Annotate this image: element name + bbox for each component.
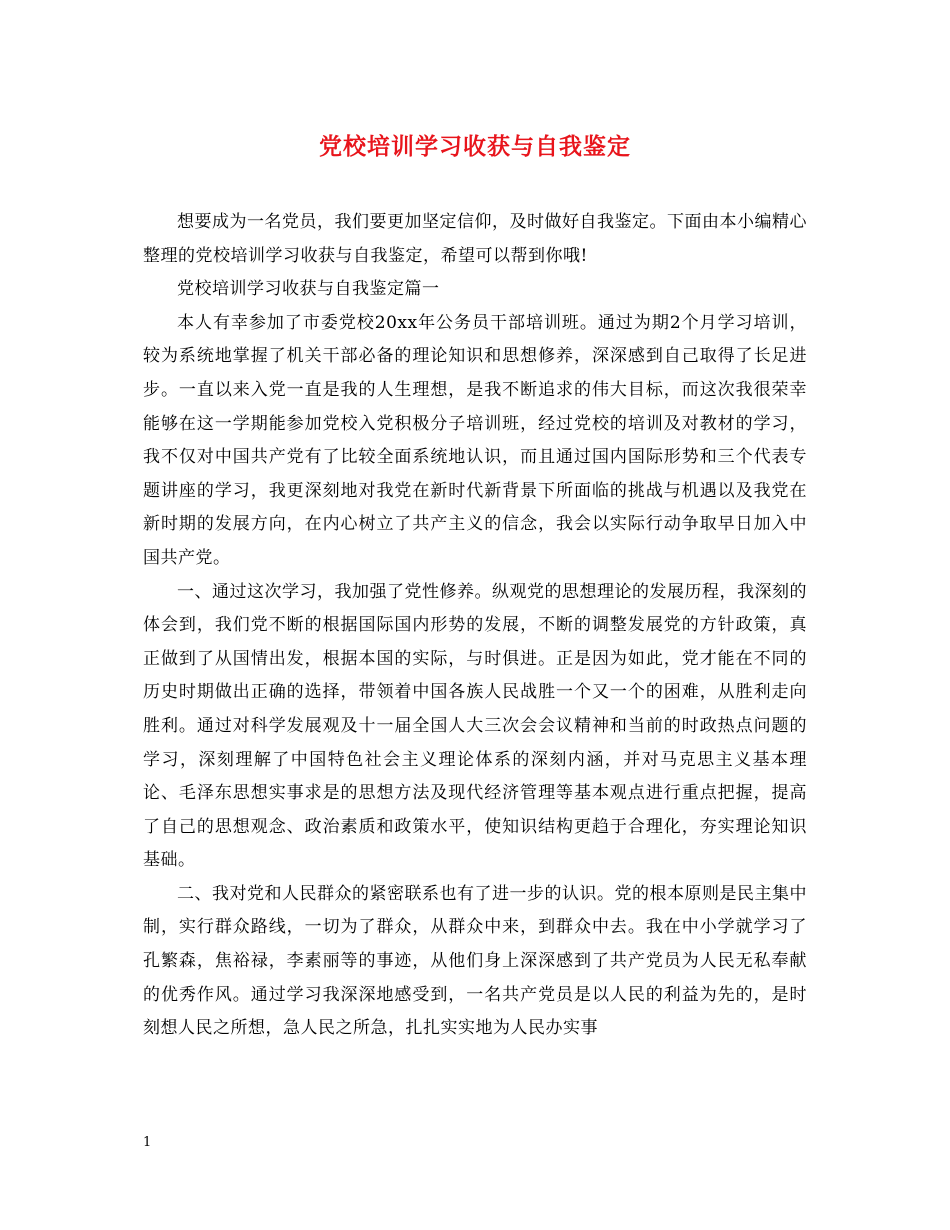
body-paragraph: 二、我对党和人民群众的紧密联系也有了进一步的认识。党的根本原则是民主集中制，实行群众路线，一切为了群众，从群众中来，到群众中去。我在中小学就学习了孔繁森，焦裕禄，李素丽等的事迹，从他们身上深深感到了共产党员为人民无私奉献的优秀作风。通过学习我深深地感受到，一名共产党员是以人民的利益为先的，是时刻想人民之所想，急人民之所急，扎扎实实地为人民办实事: [143, 883, 807, 1039]
document-title: 党校培训学习收获与自我鉴定: [319, 133, 631, 160]
intro-paragraph: 想要成为一名党员，我们要更加坚定信仰，及时做好自我鉴定。下面由本小编精心整理的党校培训学习收获与自我鉴定，希望可以帮到你哦!: [143, 212, 807, 266]
page-number: 1: [143, 1135, 152, 1150]
section-heading: 党校培训学习收获与自我鉴定篇一: [177, 279, 440, 300]
body-paragraph: 本人有幸参加了市委党校20xx年公务员干部培训班。通过为期2个月学习培训，较为系统地掌握了机关干部必备的理论知识和思想修养，深深感到自己取得了长足进步。一直以来入党一直是我的人生理想，是我不断追求的伟大目标，而这次我很荣幸能够在这一学期能参加党校入党积极分子培训班，经过党校的培训及对教材的学习，我不仅对中国共产党有了比较全面系统地认识，而且通过国内国际形势和三个代表专题讲座的学习，我更深刻地对我党在新时代新背景下所面临的挑战与机遇以及我党在新时期的发展方向，在内心树立了共产主义的信念，我会以实际行动争取早日加入中国共产党。: [143, 312, 807, 568]
document-body: [143, 206, 807, 1046]
body-paragraph: 一、通过这次学习，我加强了党性修养。纵观党的思想理论的发展历程，我深刻的体会到，我们党不断的根据国际国内形势的发展，不断的调整发展党的方针政策，真正做到了从国情出发，根据本国的实际，与时俱进。正是因为如此，党才能在不同的历史时期做出正确的选择，带领着中国各族人民战胜一个又一个的困难，从胜利走向胜利。通过对科学发展观及十一届全国人大三次会会议精神和当前的时政热点问题的学习，深刻理解了中国特色社会主义理论体系的深刻内涵，并对马克思主义基本理论、毛泽东思想实事求是的思想方法及现代经济管理等基本观点进行重点把握，提高了自己的思想观念、政治素质和政策水平，使知识结构更趋于合理化，夯实理论知识基础。: [143, 581, 807, 871]
